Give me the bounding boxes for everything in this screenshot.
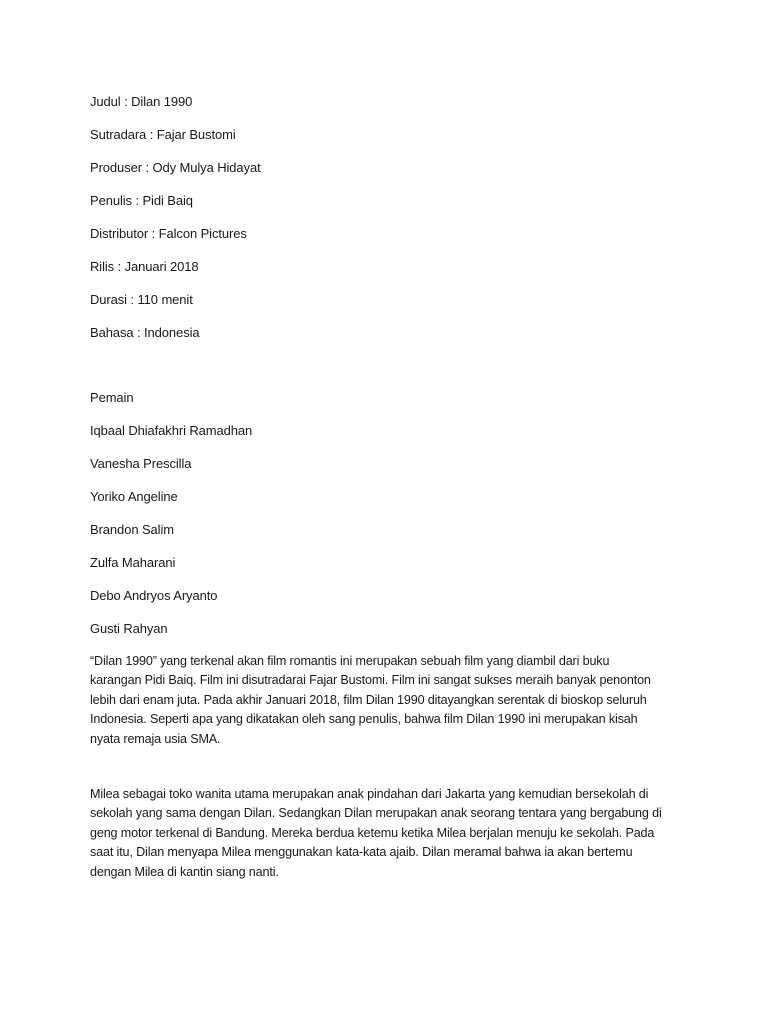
paragraph-line: “Dilan 1990” yang terkenal akan film romantis ini merupakan sebuah film yang diambil dari buku (90, 654, 610, 668)
paragraph-synopsis-intro (90, 652, 710, 749)
info-penulis: Penulis : Pidi Baiq (90, 193, 193, 208)
info-judul: Judul : Dilan 1990 (90, 94, 193, 109)
info-bahasa: Bahasa : Indonesia (90, 325, 200, 340)
paragraph-line: lebih dari enam juta. Pada akhir Januari 2018, film Dilan 1990 ditayangkan serentak di bioskop seluruh (90, 692, 647, 707)
info-distributor: Distributor : Falcon Pictures (90, 226, 247, 241)
paragraph-line: karangan Pidi Baiq. Film ini disutradarai Fajar Bustomi. Film ini sangat sukses meraih banyak penonton (90, 673, 651, 688)
cast-member: Iqbaal Dhiafakhri Ramadhan (90, 423, 253, 438)
info-durasi: Durasi : 110 menit (90, 292, 193, 307)
section-spacer (90, 356, 710, 388)
cast-member: Yoriko Angeline (90, 489, 178, 504)
paragraph-line: saat itu, Dilan menyapa Milea menggunakan kata-kata ajaib. Dilan meramal bahwa ia akan bertemu (90, 845, 633, 860)
info-rilis: Rilis : Januari 2018 (90, 259, 199, 274)
document-content (90, 92, 710, 882)
cast-member: Vanesha Prescilla (90, 456, 192, 471)
paragraph-line: nyata remaja usia SMA. (90, 731, 221, 746)
info-sutradara: Sutradara : Fajar Bustomi (90, 127, 236, 142)
paragraph-synopsis-story (90, 785, 710, 882)
cast-heading: Pemain (90, 390, 134, 405)
info-produser: Produser : Ody Mulya Hidayat (90, 160, 261, 175)
paragraph-line: Milea sebagai toko wanita utama merupakan anak pindahan dari Jakarta yang kemudian bersekolah di (90, 787, 649, 802)
cast-member: Brandon Salim (90, 522, 174, 537)
paragraph-line: Indonesia. Seperti apa yang dikatakan oleh sang penulis, bahwa film Dilan 1990 ini merupakan kisah (90, 712, 638, 727)
cast-member: Debo Andryos Aryanto (90, 588, 218, 603)
paragraph-spacer (90, 749, 710, 785)
paragraph-line: sekolah yang sama dengan Dilan. Sedangkan Dilan merupakan anak seorang tentara yang bergabung di (90, 806, 662, 821)
paragraph-line: dengan Milea di kantin siang nanti. (90, 864, 279, 879)
cast-member: Zulfa Maharani (90, 555, 176, 570)
paragraph-line: geng motor terkenal di Bandung. Mereka berdua ketemu ketika Milea berjalan menuju ke sekolah. Pada (90, 825, 655, 840)
cast-member: Gusti Rahyan (90, 621, 168, 636)
